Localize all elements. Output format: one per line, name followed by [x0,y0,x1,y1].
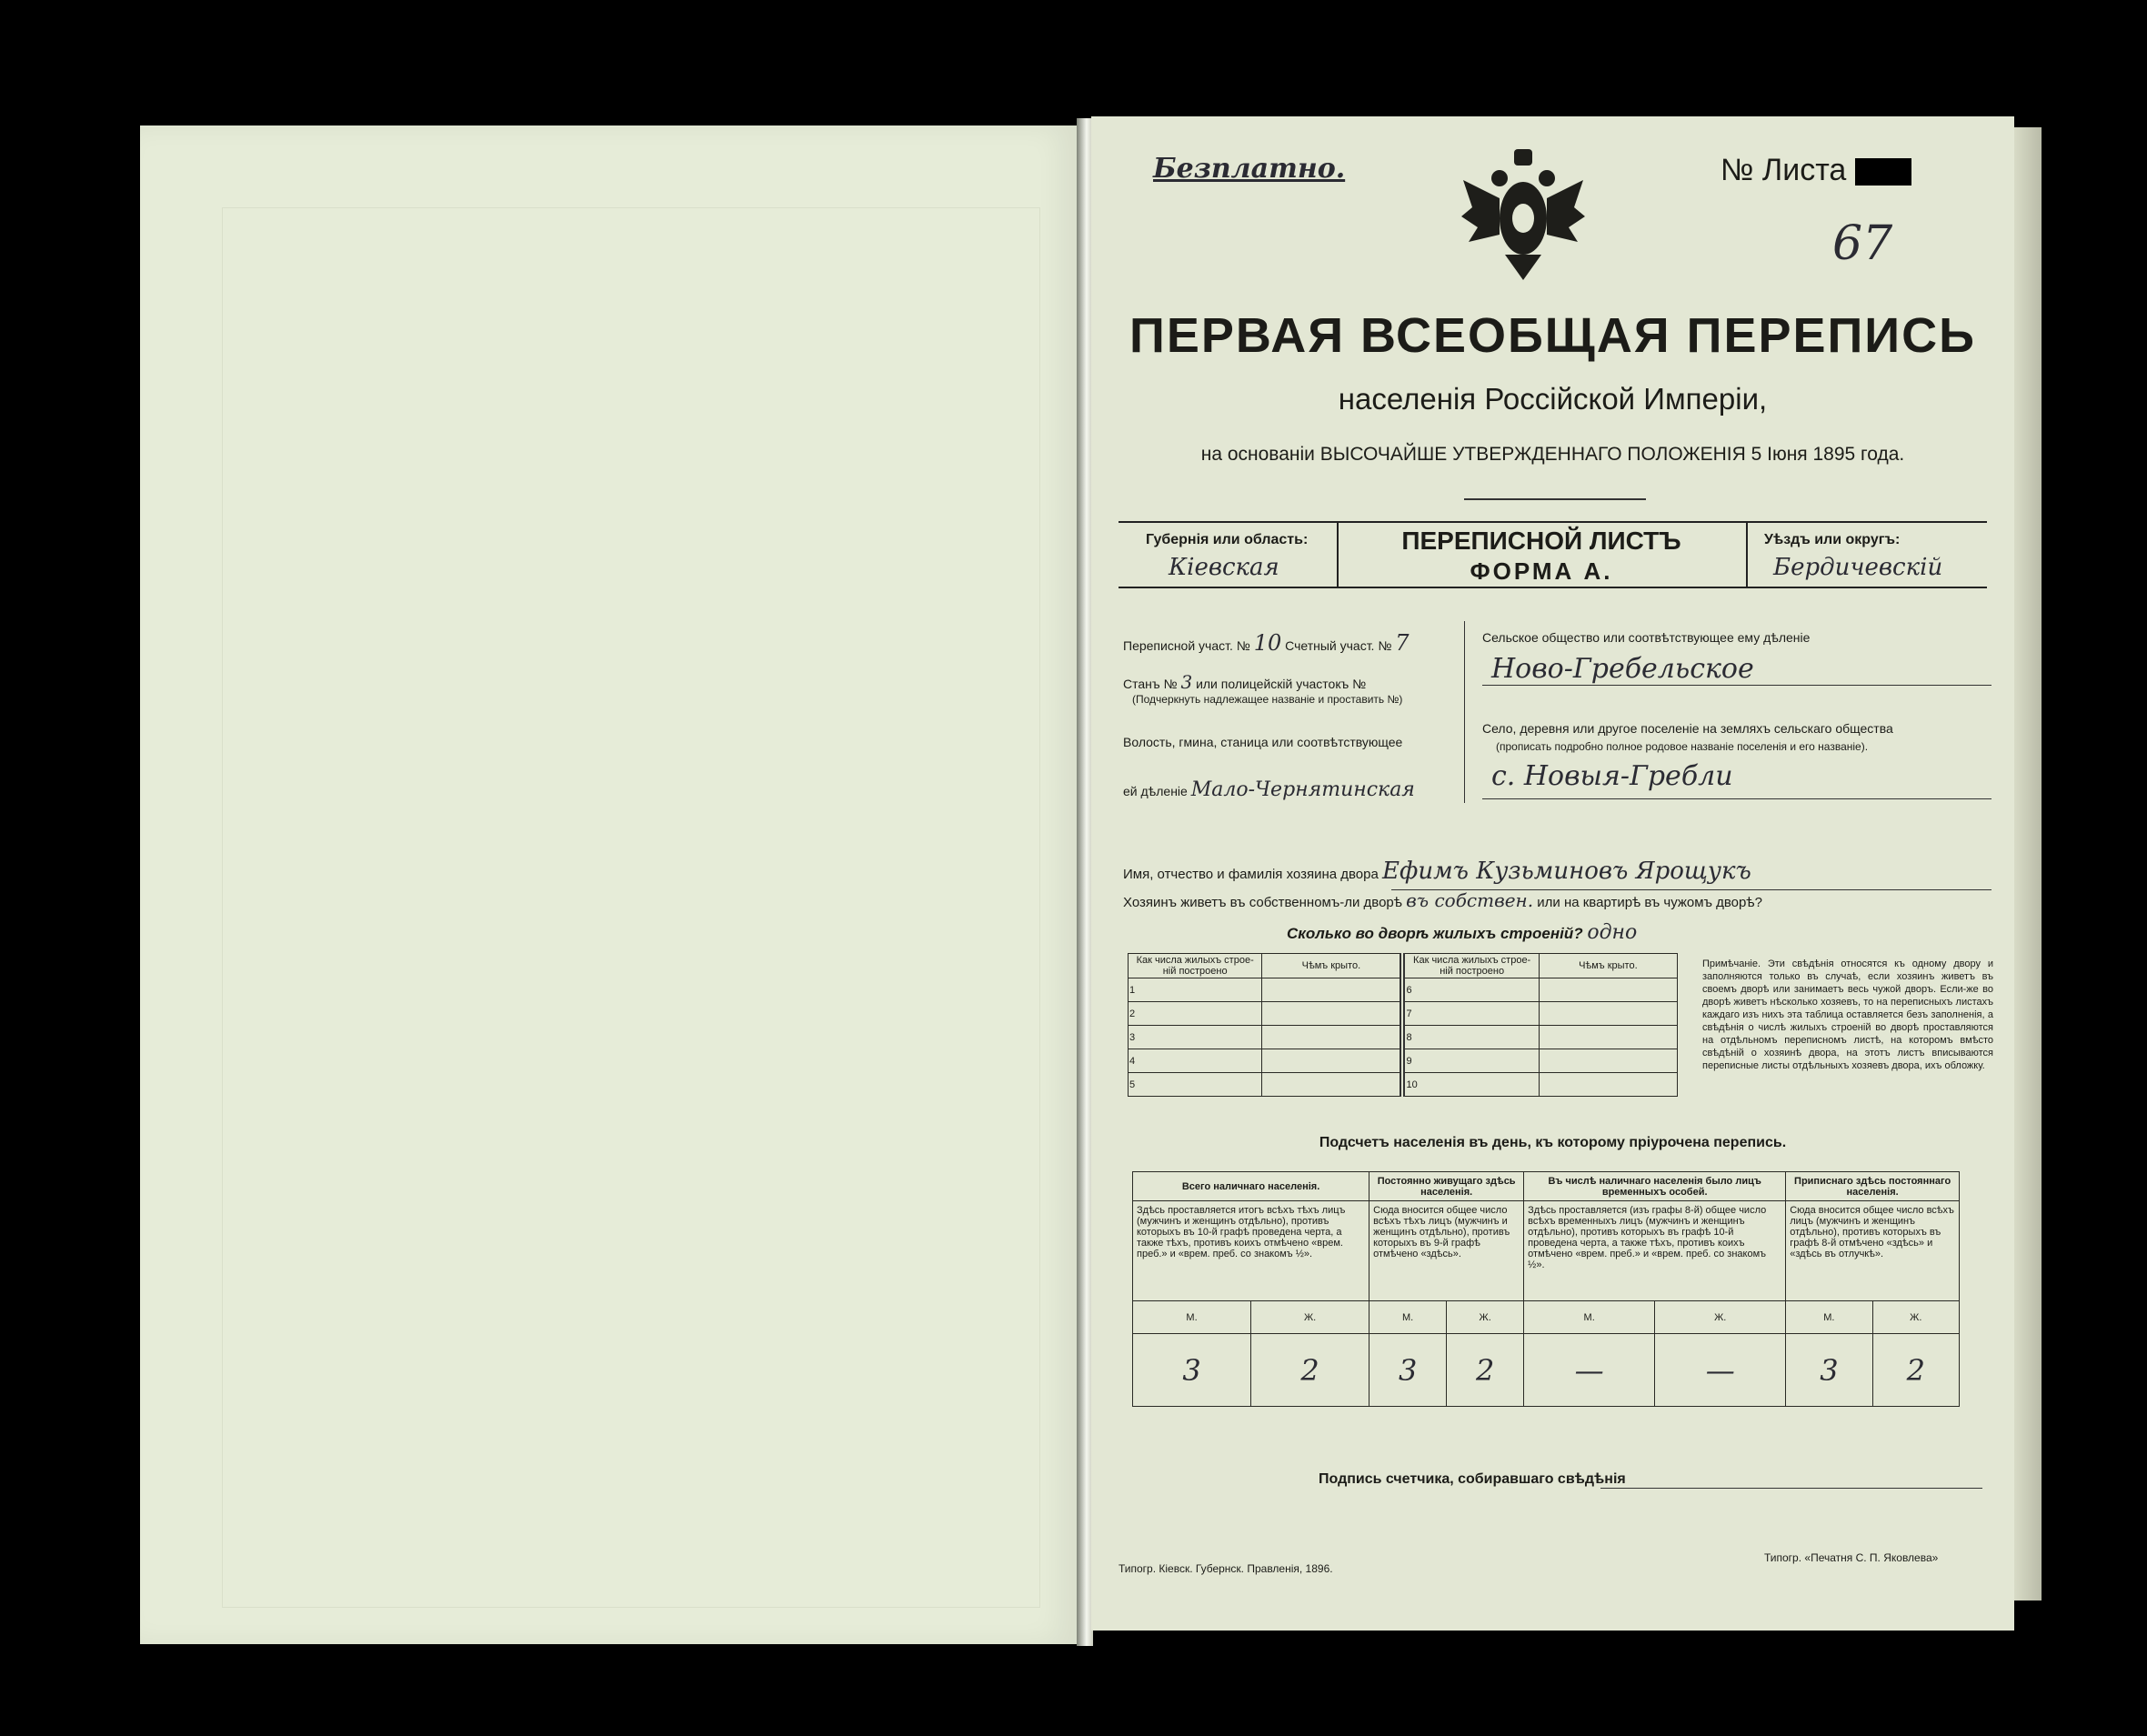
form-subtitle: ФОРМА А. [1470,557,1613,585]
buildings-row: Сколько во дворѣ жилыхъ строеній? одно [1287,921,1638,944]
basis-line: на основаніи ВЫСОЧАЙШЕ УТВЕРЖДЕННАГО ПОЛОЖЕНІЯ 5 Іюня 1895 года. [1200,444,1905,465]
village-label: Село, деревня или другое поселеніе на земляхъ сельскаго общества [1482,721,1893,736]
temporary-male: — [1524,1334,1655,1407]
printer-left: Типогр. Кіевск. Губернск. Правленія, 1896. [1119,1562,1333,1575]
sheet-label: № Листа [1721,153,1911,188]
redaction-block [1855,158,1911,186]
page-edge [2014,127,2042,1601]
district-value: Бердичевскій [1773,554,1943,581]
resident-male: 3 [1369,1334,1447,1407]
form-header-box [1119,521,1987,588]
district-label: Уѣздъ или округъ: [1764,532,1901,547]
summary-table: Всего наличнаго населенія. Постоянно живущаго здѣсь населенія. Въ числѣ наличнаго населенія было лицъ временныхъ особей. Приписнаго здѣсь постояннаго населенія. Здѣсь проставляется итогъ всѣхъ тѣхъ лицъ (мужчинъ и женщинъ отдѣльно), противъ которыхъ въ 10-й графѣ проведена черта, а также тѣхъ, противъ коихъ отмѣчено «врем. преб.» и «врем. преб. со знакомъ ½». Сюда вносится общее число всѣхъ тѣхъ лицъ (мужчинъ и женщинъ отдѣльно), противъ которыхъ въ 9-й графѣ отмѣчено «здѣсь». Здѣсь проставляется (изъ графы 8-й) общее число всѣхъ временныхъ лицъ (мужчинъ и женщинъ отдѣльно), противъ которыхъ въ графѣ 10-й проведена черта, а также тѣхъ, противъ коихъ отмѣчено «врем. преб.» и «врем. преб. со знакомъ ½». Сюда вносится общее число всѣхъ лицъ (мужчинъ и женщинъ отдѣльно), противъ которыхъ въ графѣ 8-й отмѣчено «здѣсь» и «здѣсь въ отлучкѣ». М. Ж. М. Ж. М. Ж. М. Ж. 3 2 3 2 — — 3 2 [1132,1171,1960,1407]
signature-label: Подпись счетчика, собиравшаго свѣдѣнія [1319,1471,1626,1487]
temporary-female: — [1655,1334,1786,1407]
province-value: Кіевская [1169,554,1279,581]
form-title: ПЕРЕПИСНОЙ ЛИСТЪ [1401,527,1681,555]
stan-row: Станъ № 3 или полицейскій участокъ № [1123,671,1367,693]
buildings-table: Как числа жилыхъ строе- ній построено Чѣмъ крыто. Как числа жилыхъ строе- ній построено Чѣмъ крыто. 1 6 2 7 3 8 4 9 5 10 [1128,953,1678,1097]
blank-left-page [140,125,1077,1644]
total-female: 2 [1251,1334,1369,1407]
double-headed-eagle-emblem [1460,144,1587,289]
total-male: 3 [1133,1334,1251,1407]
sheet-number: 67 [1832,216,1893,271]
summary-title: Подсчетъ населенія въ день, къ которому пріурочена перепись. [1319,1135,1787,1150]
society-label: Сельское общество или соотвѣтствующее ему дѣленіе [1482,630,1811,645]
registered-female: 2 [1872,1334,1959,1407]
free-label: Безплатно. [1153,153,1346,185]
volost-row: ей дѣленіе Мало-Чернятинская [1123,778,1415,801]
owner-row: Имя, отчество и фамилія хозяина двора Ефимъ Кузьминовъ Ярощукъ [1123,858,1751,885]
divider [1464,498,1646,500]
village-value: с. Новыя-Гребли [1491,760,1733,792]
census-form-page [1091,116,2014,1631]
note-text: Примѣчаніе. Эти свѣдѣнія относятся къ одному двору и заполняются только въ случаѣ, если хозяинъ живетъ въ своемъ дворѣ или занимаетъ весь чужой дворъ. Если-же во дворѣ живетъ нѣсколько хозяевъ, то на переписныхъ листахъ каждаго изъ нихъ эта таблица оставляется безъ заполненія, а свѣдѣнія о числѣ жилыхъ строеній во дворѣ проставляются на отдѣльномъ переписномъ листѣ, на которомъ вмѣсто свѣдѣній о хозяинѣ двора, на этотъ листъ вписываются переписные листы отдѣльныхъ хозяевъ двора, ихъ обложку. [1702,958,1993,1071]
village-note: (прописать подробно полное родовое названіе поселенія и его названіе). [1496,740,1869,753]
page-subtitle: населенія Россійской Имперіи, [1338,382,1768,416]
lives-row: Хозяинъ живетъ въ собственномъ-ли дворѣ въ собствен. или на квартирѣ въ чужомъ дворѣ? [1123,889,1762,911]
census-section-row: Переписной участ. № 10 Счетный участ. № 7 [1123,630,1410,656]
society-value: Ново-Гребельское [1491,653,1754,685]
registered-male: 3 [1786,1334,1872,1407]
resident-female: 2 [1447,1334,1524,1407]
printer-right: Типогр. «Печатня С. П. Яковлева» [1764,1551,1939,1564]
page-title: ПЕРВАЯ ВСЕОБЩАЯ ПЕРЕПИСЬ [1129,308,1976,363]
police-note: (Подчеркнуть надлежащее названіе и проставить №) [1132,693,1403,706]
province-label: Губернія или область: [1146,532,1309,547]
volost-label: Волость, гмина, станица или соотвѣтствующее [1123,735,1403,749]
